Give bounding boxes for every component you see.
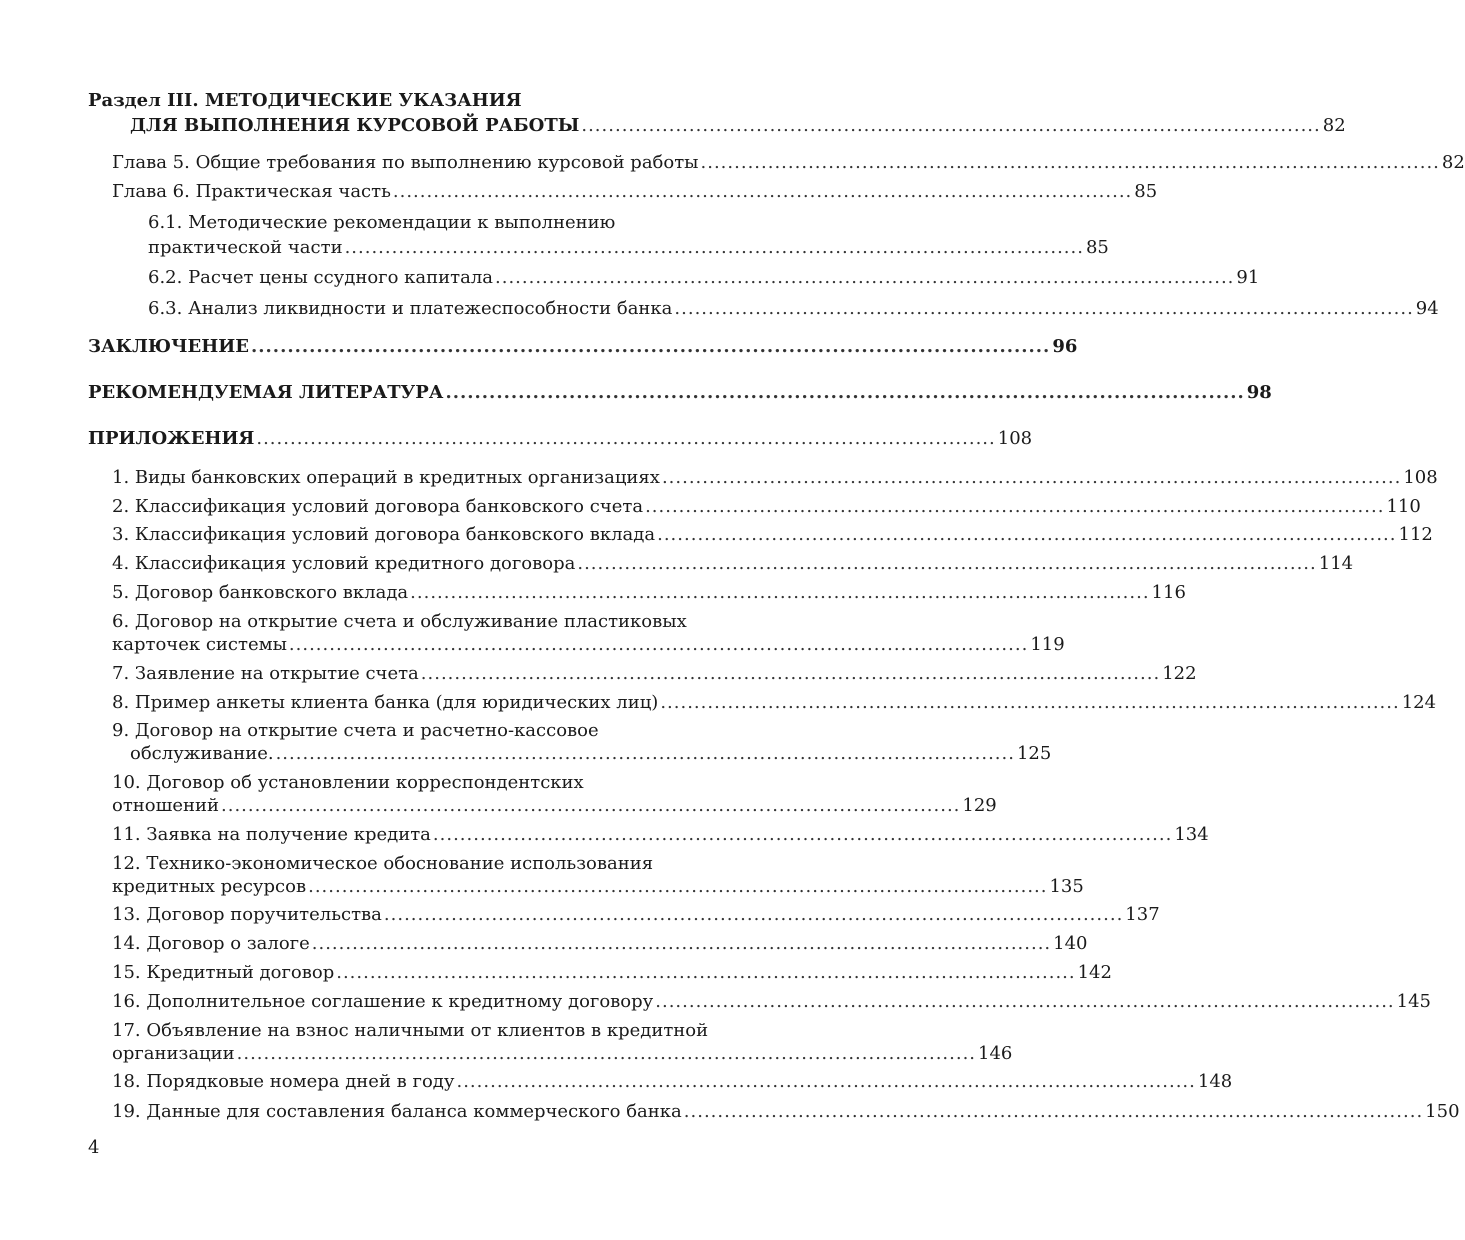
toc-appendix-page: 137: [1125, 904, 1160, 925]
leader-dots: ..............................................................................................................: [645, 496, 1385, 517]
toc-appendix-title-line1: 10. Договор об установлении корреспондентских: [112, 772, 584, 793]
toc-chapter-6-title: Глава 6. Практическая часть: [112, 181, 391, 202]
toc-appendix-title: 16. Дополнительное соглашение к кредитному договору: [112, 991, 654, 1012]
toc-appendix-title: 18. Порядковые номера дней в году: [112, 1071, 455, 1092]
toc-section-3-title-line1: Раздел III. МЕТОДИЧЕСКИЕ УКАЗАНИЯ: [88, 90, 522, 111]
toc-appendix-page: 119: [1030, 634, 1065, 655]
leader-dots: ..............................................................................................................: [674, 298, 1414, 319]
toc-subsection-6-1-title-line1: 6.1. Методические рекомендации к выполнению: [148, 212, 616, 233]
leader-dots: ..............................................................................................................: [221, 795, 961, 816]
toc-appendix-page: 125: [1016, 743, 1052, 764]
leader-dots: ..............................................................................................................: [432, 824, 1173, 845]
toc-chapter-6: [112, 180, 1158, 204]
toc-subsection-6-3-page: 94: [1415, 298, 1439, 319]
toc-appendix-title-line2: организации: [112, 1043, 235, 1064]
toc-appendix-title: 1. Виды банковских операций в кредитных организациях: [112, 467, 660, 488]
toc-appendix-title: 11. Заявка на получение кредита: [112, 824, 431, 845]
leader-dots: ..............................................................................................................: [581, 115, 1321, 136]
toc-appendix-title: 15. Кредитный договор: [112, 962, 335, 983]
toc-subsection-6-1-page: 85: [1085, 237, 1109, 258]
toc-appendix-page: 116: [1151, 582, 1186, 603]
leader-dots: ..............................................................................................................: [456, 1071, 1196, 1092]
toc-appendix-title-line1: 9. Договор на открытие счета и расчетно-кассовое: [112, 720, 599, 741]
toc-conclusion-page: 96: [1052, 336, 1078, 357]
toc-subsection-6-2: [148, 266, 1260, 290]
toc-chapter-5-page: 82: [1441, 152, 1465, 173]
leader-dots: ..............................................................................................................: [420, 663, 1161, 684]
toc-subsection-6-1-title-line2: практической части: [148, 237, 343, 258]
toc-chapter-5: [112, 151, 1465, 175]
leader-dots: ..............................................................................................................: [383, 904, 1124, 925]
toc-section-3-line2: [130, 114, 1346, 138]
toc-subsection-6-2-title: 6.2. Расчет цены ссудного капитала: [148, 267, 493, 288]
toc-appendix-line2: [112, 875, 1084, 899]
toc-appendix-item: [112, 523, 1433, 547]
toc-appendix-page: 134: [1174, 824, 1209, 845]
toc-appendix-item: [112, 903, 1160, 927]
toc-appendix-item: [112, 961, 1112, 985]
toc-section-3-page: 82: [1322, 115, 1346, 136]
leader-dots: ..............................................................................................................: [236, 1043, 977, 1064]
toc-appendix-title: 14. Договор о залоге: [112, 933, 310, 954]
toc-appendix-page: 108: [1403, 467, 1438, 488]
leader-dots: ..............................................................................................................: [251, 336, 1051, 357]
toc-appendix-item: [112, 662, 1197, 686]
toc-appendix-page: 146: [978, 1043, 1013, 1064]
toc-appendix-title: 2. Классификация условий договора банковского счета: [112, 496, 644, 517]
toc-appendix-item: [112, 466, 1438, 490]
toc-appendix-item: [112, 1100, 1460, 1124]
leader-dots: ..............................................................................................................: [445, 382, 1245, 403]
leader-dots: ..............................................................................................................: [700, 152, 1440, 173]
toc-appendix-title: 19. Данные для составления баланса коммерческого банка: [112, 1101, 682, 1122]
toc-appendices-page: 108: [997, 428, 1033, 449]
toc-appendix-page: 145: [1396, 991, 1432, 1012]
toc-subsection-6-3: [148, 297, 1439, 321]
toc-appendix-title: 8. Пример анкеты клиента банка (для юридических лиц): [112, 692, 659, 713]
toc-appendix-page: 122: [1162, 663, 1197, 684]
leader-dots: ..............................................................................................................: [311, 933, 1052, 954]
toc-subsection-6-3-title: 6.3. Анализ ликвидности и платежеспособности банка: [148, 298, 673, 319]
toc-appendix-item: [112, 1070, 1233, 1094]
toc-appendix-line2: [112, 633, 1065, 657]
toc-appendix-item: [112, 495, 1421, 519]
toc-appendix-page: 129: [962, 795, 997, 816]
leader-dots: ..............................................................................................................: [336, 962, 1076, 983]
toc-appendix-title: 3. Классификация условий договора банковского вклада: [112, 524, 656, 545]
toc-appendix-page: 110: [1386, 496, 1421, 517]
leader-dots: ..............................................................................................................: [683, 1101, 1424, 1122]
leader-dots: ..............................................................................................................: [657, 524, 1397, 545]
toc-chapter-6-page: 85: [1134, 181, 1158, 202]
toc-appendix-page: 112: [1398, 524, 1433, 545]
leader-dots: ..............................................................................................................: [392, 181, 1133, 202]
toc-appendix-title-line2: обслуживание.: [130, 743, 274, 764]
leader-dots: ..............................................................................................................: [410, 582, 1150, 603]
toc-appendix-title-line2: отношений: [112, 795, 220, 816]
toc-appendix-item: [112, 823, 1209, 847]
toc-appendix-page: 140: [1053, 933, 1088, 954]
leader-dots: ..............................................................................................................: [308, 876, 1048, 897]
toc-conclusion-title: ЗАКЛЮЧЕНИЕ: [88, 336, 249, 357]
toc-appendix-line2: [130, 742, 1052, 766]
toc-appendix-page: 142: [1077, 962, 1112, 983]
leader-dots: ..............................................................................................................: [275, 743, 1015, 764]
toc-section-3-title-line2: ДЛЯ ВЫПОЛНЕНИЯ КУРСОВОЙ РАБОТЫ: [130, 115, 580, 136]
toc-literature-page: 98: [1246, 382, 1272, 403]
leader-dots: ..............................................................................................................: [256, 428, 996, 449]
toc-appendix-line2: [112, 794, 997, 818]
toc-appendix-item: [112, 581, 1186, 605]
toc-literature: [88, 381, 1272, 405]
toc-appendix-title-line2: карточек системы: [112, 634, 287, 655]
leader-dots: ..............................................................................................................: [577, 553, 1317, 574]
toc-appendix-item: [112, 990, 1432, 1014]
toc-literature-title: РЕКОМЕНДУЕМАЯ ЛИТЕРАТУРА: [88, 382, 444, 403]
toc-appendices-title: ПРИЛОЖЕНИЯ: [88, 428, 255, 449]
page-number: 4: [88, 1137, 100, 1158]
leader-dots: ..............................................................................................................: [655, 991, 1395, 1012]
leader-dots: ..............................................................................................................: [660, 692, 1400, 713]
toc-appendix-title-line1: 17. Объявление на взнос наличными от клиентов в кредитной: [112, 1020, 709, 1041]
toc-appendix-title: 13. Договор поручительства: [112, 904, 382, 925]
toc-appendix-page: 114: [1318, 553, 1354, 574]
toc-appendix-title-line1: 6. Договор на открытие счета и обслуживание пластиковых: [112, 611, 687, 632]
toc-subsection-6-2-page: 91: [1236, 267, 1260, 288]
leader-dots: ..............................................................................................................: [288, 634, 1029, 655]
leader-dots: ..............................................................................................................: [495, 267, 1235, 288]
toc-appendix-item: [112, 932, 1088, 956]
toc-subsection-6-1-line2: [148, 236, 1109, 260]
toc-appendix-title: 4. Классификация условий кредитного договора: [112, 553, 576, 574]
toc-appendix-title-line1: 12. Технико-экономическое обоснование использования: [112, 853, 654, 874]
toc-appendix-line2: [112, 1042, 1013, 1066]
toc-appendices: [88, 427, 1033, 451]
toc-appendix-title: 7. Заявление на открытие счета: [112, 663, 419, 684]
toc-appendix-page: 135: [1049, 876, 1084, 897]
leader-dots: ..............................................................................................................: [661, 467, 1402, 488]
toc-appendix-page: 148: [1197, 1071, 1233, 1092]
toc-conclusion: [88, 335, 1078, 359]
toc-appendix-item: [112, 552, 1354, 576]
toc-appendix-page: 150: [1425, 1101, 1460, 1122]
toc-appendix-page: 124: [1401, 692, 1437, 713]
toc-chapter-5-title: Глава 5. Общие требования по выполнению курсовой работы: [112, 152, 699, 173]
toc-appendix-item: [112, 691, 1437, 715]
toc-appendix-title: 5. Договор банковского вклада: [112, 582, 409, 603]
leader-dots: ..............................................................................................................: [344, 237, 1084, 258]
toc-appendix-title-line2: кредитных ресурсов: [112, 876, 307, 897]
